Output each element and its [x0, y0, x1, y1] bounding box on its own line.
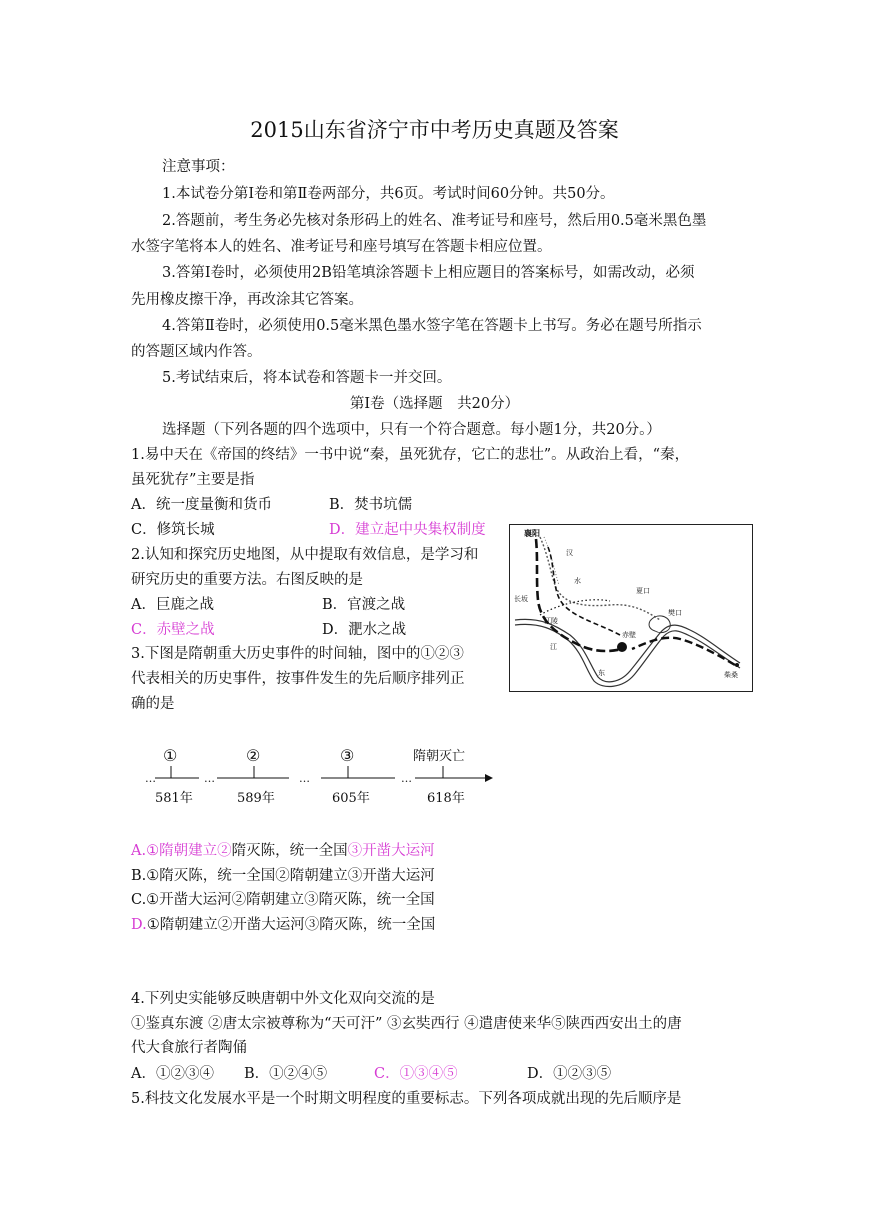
route-sun — [632, 638, 735, 665]
timeline-year: 605年 — [332, 791, 370, 806]
map-label-jiang: 江 — [550, 643, 557, 651]
map-label-chibi: 赤壁 — [622, 631, 636, 639]
option-d-prefix: D. — [131, 917, 147, 933]
timeline-marker: ② — [246, 746, 261, 765]
timeline-year: 589年 — [237, 791, 275, 806]
notice-item: 1.本试卷分第Ⅰ卷和第Ⅱ卷两部分，共6页。考试时间60分钟。共50分。 — [162, 186, 615, 202]
timeline-dots: … — [145, 772, 156, 785]
question-3-option-c: C.①开凿大运河②隋朝建立③隋灭陈，统一全国 — [131, 892, 435, 908]
question-1-option-b: B．焚书坑儒 — [329, 497, 413, 513]
notice-item: 先用橡皮擦干净，再改涂其它答案。 — [131, 292, 363, 308]
map-label-xiakou: 夏口 — [636, 587, 650, 595]
question-4-option-d: D．①②③⑤ — [527, 1066, 612, 1082]
timeline-year: 618年 — [427, 791, 465, 806]
battle-map-drawing — [510, 525, 751, 690]
question-4-option-b: B．①②④⑤ — [244, 1066, 328, 1082]
timeline-marker: ③ — [340, 746, 355, 765]
han-river-bank — [544, 537, 559, 585]
question-1-stem: 虽死犹存”主要是指 — [131, 472, 255, 488]
question-1-option-d: D．建立起中央集权制度 — [329, 522, 486, 538]
lake — [649, 616, 670, 633]
question-4-option-a: A．①②③④ — [131, 1066, 214, 1082]
battle-map — [509, 524, 753, 692]
question-1-option-c: C．修筑长城 — [131, 522, 215, 538]
option-d-text: ①隋朝建立②开凿大运河③隋灭陈，统一全国 — [146, 917, 436, 933]
question-3-option-b: B.①隋灭陈，统一全国②隋朝建立③开凿大运河 — [131, 868, 435, 884]
sui-timeline — [143, 746, 495, 812]
option-a-part: 隋灭陈，统一全国 — [231, 843, 348, 859]
question-1-option-a: A．统一度量衡和货币 — [131, 497, 272, 513]
question-2-stem: 2.认知和探究历史地图，从中提取有效信息，是学习和 — [131, 547, 479, 563]
timeline-year: 581年 — [155, 791, 193, 806]
timeline-dots: … — [204, 772, 215, 785]
section-instructions: 选择题（下列各题的四个选项中，只有一个符合题意。每小题1分，共20分。） — [162, 422, 661, 438]
han-river — [540, 537, 660, 620]
map-label-dong: 东 — [598, 669, 605, 677]
timeline-dots: … — [401, 772, 412, 785]
timeline-arrowhead — [485, 774, 493, 782]
route-liu — [548, 547, 620, 635]
page-title: 2015山东省济宁市中考历史真题及答案 — [250, 118, 619, 142]
question-2-option-b: B．官渡之战 — [322, 597, 406, 613]
map-label-xiangyang: 襄阳 — [524, 528, 540, 538]
question-1-stem: 1.易中天在《帝国的终结》一书中说“秦，虽死犹存，它亡的悲壮”。从政治上看，“秦， — [131, 447, 690, 463]
option-a-prefix: A. — [131, 843, 147, 859]
question-5-stem: 5.科技文化发展水平是一个时期文明程度的重要标志。下列各项成就出现的先后顺序是 — [131, 1091, 682, 1107]
map-label-han: 汉 — [566, 549, 573, 557]
route-cao — [536, 539, 622, 651]
question-3-stem: 代表相关的历史事件，按事件发生的先后顺序排列正 — [131, 671, 465, 687]
notice-item: 水签字笔将本人的姓名、准考证号和座号填写在答题卡相应位置。 — [131, 239, 552, 255]
question-3-stem: 确的是 — [131, 696, 175, 712]
option-a-part: 大运河 — [391, 843, 435, 859]
notice-item: 2.答题前，考生务必先核对条形码上的姓名、准考证号和座号，然后用0.5毫米黑色墨 — [162, 213, 707, 229]
notice-item: 4.答第Ⅱ卷时，必须使用0.5毫米黑色墨水签字笔在答题卡上书写。务必在题号所指示 — [162, 318, 702, 334]
question-2-option-a: A．巨鹿之战 — [131, 597, 214, 613]
map-label-fankou: 樊口 — [668, 609, 682, 617]
map-label-shui: 水 — [574, 577, 581, 585]
question-3-stem: 3.下图是隋朝重大历史事件的时间轴，图中的①②③ — [131, 646, 464, 662]
question-4-stem: 4.下列史实能够反映唐朝中外文化双向交流的是 — [131, 991, 435, 1007]
notice-heading: 注意事项： — [162, 159, 235, 175]
city-marker — [735, 663, 739, 667]
notice-item: 5.考试结束后，将本试卷和答题卡一并交回。 — [162, 370, 452, 386]
question-3-option-d — [131, 915, 435, 935]
notice-item: 的答题区域内作答。 — [131, 344, 262, 360]
option-a-part: ①隋朝建立② — [146, 843, 232, 859]
notice-item: 3.答第Ⅰ卷时，必须使用2B铅笔填涂答题卡上相应题目的答案标号，如需改动，必须 — [162, 265, 695, 281]
route-retreat — [540, 600, 610, 615]
map-label-jiangling: 江陵 — [544, 617, 558, 625]
battle-site-marker — [617, 642, 627, 652]
question-4-stem: ①鉴真东渡 ②唐太宗被尊称为“天可汗” ③玄奘西行 ④遣唐使来华⑤陕西西安出土的唐 — [131, 1016, 682, 1032]
question-2-option-d: D．淝水之战 — [322, 622, 407, 638]
question-3-option-a — [131, 841, 435, 861]
timeline-marker: ① — [163, 746, 178, 765]
map-label-changban: 长坂 — [514, 595, 528, 603]
option-a-part: ③开凿 — [347, 843, 392, 859]
timeline-dots: … — [299, 772, 310, 785]
question-2-stem: 研究历史的重要方法。右图反映的是 — [131, 572, 363, 588]
question-4-stem: 代大食旅行者陶俑 — [131, 1040, 247, 1056]
timeline-marker: 隋朝灭亡 — [413, 749, 466, 764]
question-4-option-c: C．①③④⑤ — [374, 1066, 458, 1082]
question-2-option-c: C．赤壁之战 — [131, 622, 215, 638]
section-heading: 第Ⅰ卷（选择题 共20分） — [349, 396, 520, 412]
map-label-chaisang: 柴桑 — [724, 671, 738, 679]
